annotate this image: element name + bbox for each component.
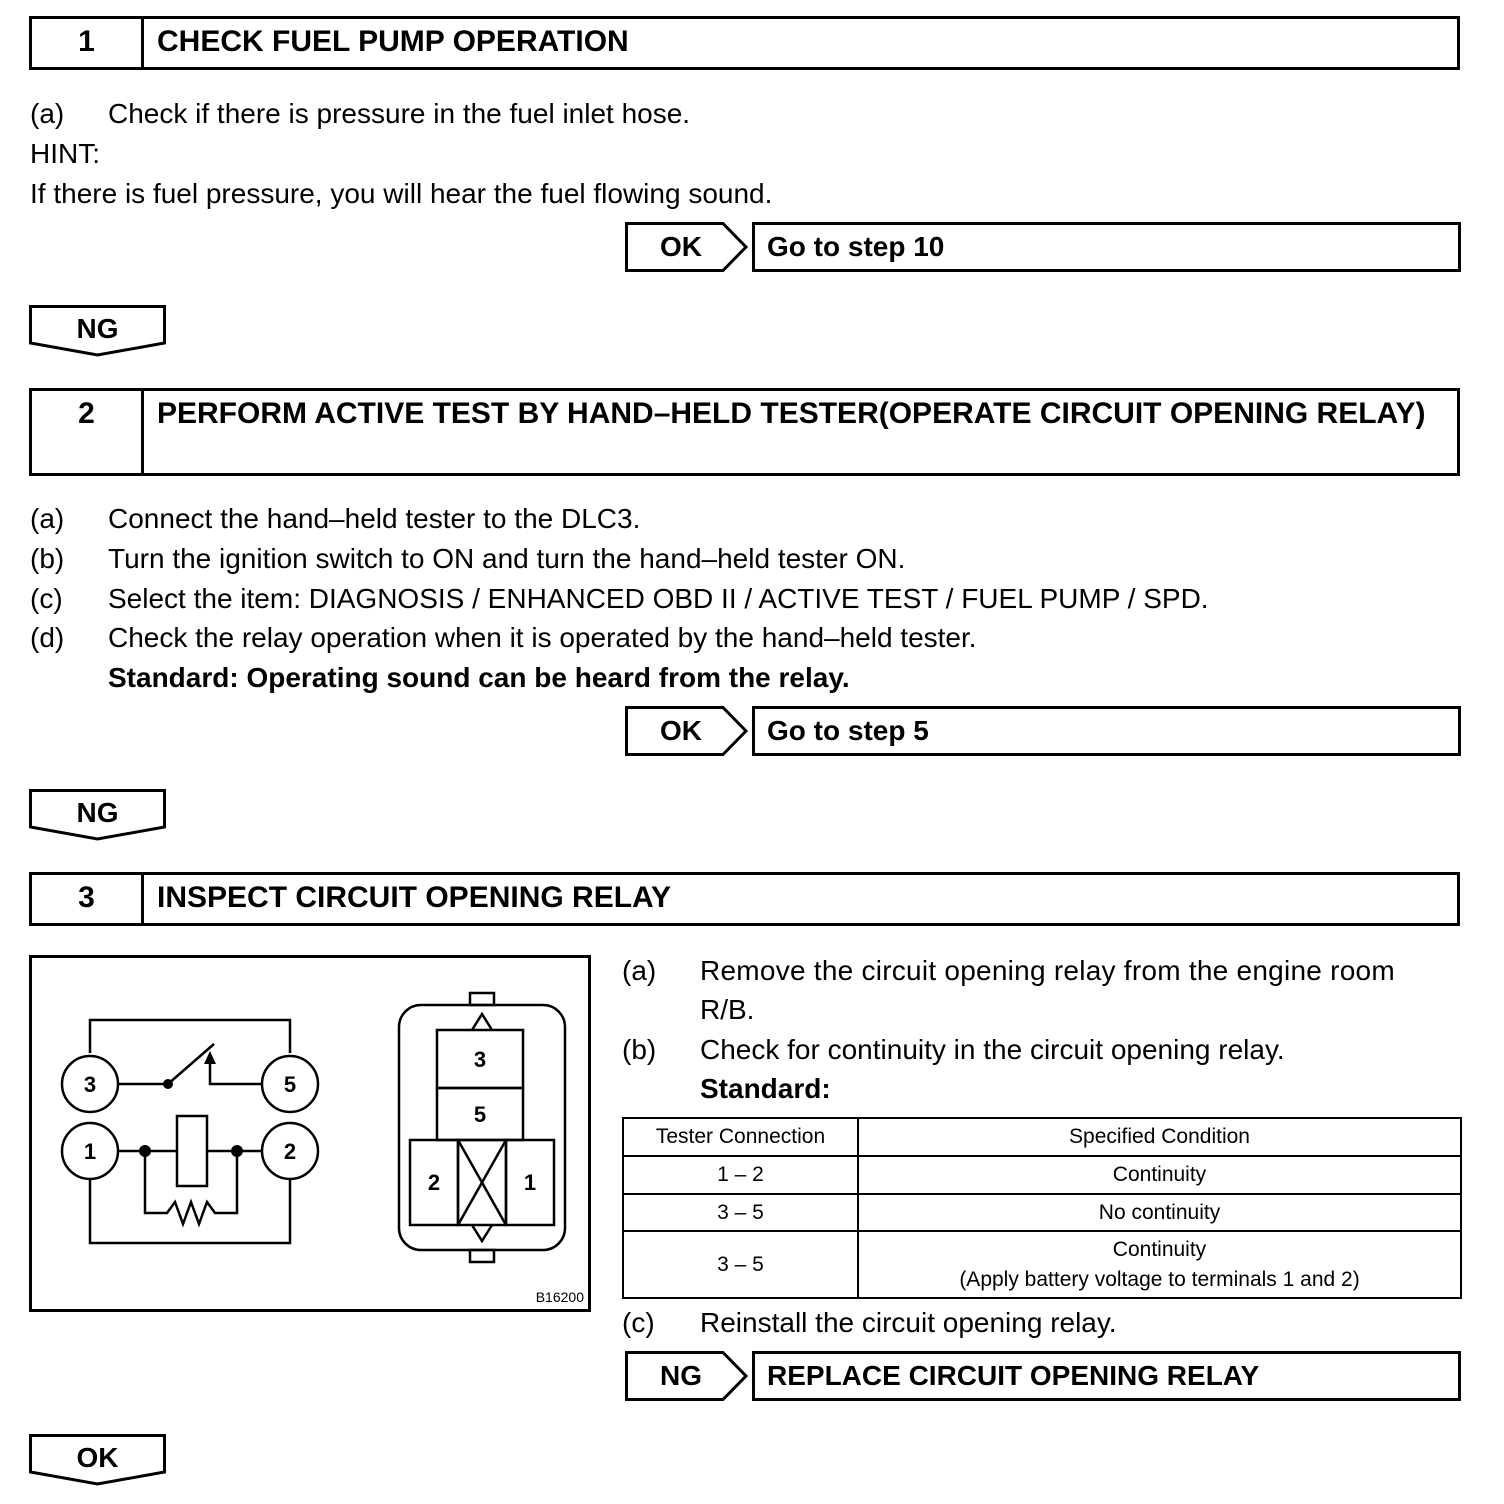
item-text: Connect the hand–held tester to the DLC3. bbox=[108, 503, 641, 534]
continuity-table bbox=[622, 1117, 1462, 1299]
figure-id: B16200 bbox=[535, 1289, 584, 1305]
step-title: INSPECT CIRCUIT OPENING RELAY bbox=[157, 881, 671, 914]
ng-destination: REPLACE CIRCUIT OPENING RELAY bbox=[752, 1351, 1461, 1401]
table-cell-condition: No continuity bbox=[858, 1194, 1461, 1231]
hint-label: HINT: bbox=[30, 138, 100, 169]
table-header-condition: Specified Condition bbox=[858, 1118, 1461, 1156]
relay-diagram bbox=[29, 955, 591, 1312]
step2-standard: Standard: Operating sound can be heard from the relay. bbox=[108, 662, 850, 693]
item-label: (a) bbox=[30, 503, 65, 534]
ok-label: OK bbox=[660, 715, 702, 746]
ok-label: OK bbox=[660, 231, 702, 262]
terminal-2-label: 2 bbox=[283, 1139, 297, 1164]
step1-ok-branch bbox=[625, 222, 1461, 272]
terminal-5-label: 5 bbox=[283, 1072, 297, 1097]
relay-schematic bbox=[32, 958, 588, 1309]
table-cell-condition: Continuity bbox=[1112, 1237, 1207, 1261]
table-row bbox=[623, 1231, 1461, 1298]
item-label: (c) bbox=[30, 583, 63, 614]
step3-ng-branch bbox=[625, 1351, 1461, 1401]
ok-destination: Go to step 5 bbox=[752, 706, 1461, 756]
item-label: (b) bbox=[30, 543, 65, 574]
table-cell-note: (Apply battery voltage to terminals 1 and 2) bbox=[959, 1267, 1360, 1291]
step3-item-c-text: Reinstall the circuit opening relay. bbox=[700, 1307, 1117, 1338]
ok-label: OK bbox=[76, 1442, 119, 1473]
step2-item-d bbox=[30, 618, 977, 658]
terminal-3-label: 3 bbox=[83, 1072, 97, 1097]
table-cell-condition-multiline bbox=[858, 1231, 1461, 1298]
item-text: Check if there is pressure in the fuel inlet hose. bbox=[108, 98, 691, 129]
step3-item-a-line2: R/B. bbox=[700, 994, 755, 1025]
step-title: CHECK FUEL PUMP OPERATION bbox=[157, 25, 629, 58]
step-number: 2 bbox=[32, 391, 144, 473]
step-number: 1 bbox=[32, 19, 144, 67]
table-row bbox=[623, 1194, 1461, 1231]
step2-item-b bbox=[30, 539, 905, 579]
ng-label: NG bbox=[76, 313, 119, 344]
item-label: (d) bbox=[30, 622, 65, 653]
ng-label: NG bbox=[660, 1360, 702, 1391]
relay-block-1: 1 bbox=[523, 1170, 537, 1195]
relay-block-2: 2 bbox=[427, 1170, 441, 1195]
table-cell-condition: Continuity bbox=[858, 1156, 1461, 1194]
step3-item-a-label: (a) bbox=[622, 955, 657, 986]
step3-standard-label: Standard: bbox=[700, 1073, 831, 1104]
step1-ng-tag bbox=[29, 305, 166, 357]
item-text: Check the relay operation when it is operated by the hand–held tester. bbox=[108, 622, 977, 653]
step3-item-b-label: (b) bbox=[622, 1034, 657, 1065]
item-text: Turn the ignition switch to ON and turn the hand–held tester ON. bbox=[108, 543, 906, 574]
table-cell-connection: 1 – 2 bbox=[623, 1156, 858, 1194]
step3-item-b-text: Check for continuity in the circuit opening relay. bbox=[700, 1034, 1285, 1065]
step3-ok-tag bbox=[29, 1434, 166, 1486]
step2-ok-branch bbox=[625, 706, 1461, 756]
step-number: 3 bbox=[32, 875, 144, 923]
step-title: PERFORM ACTIVE TEST BY HAND–HELD TESTER(OPERATE CIRCUIT OPENING RELAY) bbox=[157, 397, 1426, 430]
step2-ng-tag bbox=[29, 789, 166, 841]
hint-text: If there is fuel pressure, you will hear the fuel flowing sound. bbox=[30, 178, 773, 209]
table-cell-connection: 3 – 5 bbox=[623, 1231, 858, 1298]
step3-header bbox=[29, 872, 1460, 926]
step2-header bbox=[29, 388, 1460, 476]
item-label: (a) bbox=[30, 98, 65, 129]
terminal-1-label: 1 bbox=[83, 1139, 97, 1164]
item-text: Select the item: DIAGNOSIS / ENHANCED OBD II / ACTIVE TEST / FUEL PUMP / SPD. bbox=[108, 583, 1209, 614]
relay-block-3: 3 bbox=[473, 1047, 487, 1072]
ok-destination: Go to step 10 bbox=[752, 222, 1461, 272]
table-header-connection: Tester Connection bbox=[623, 1118, 858, 1156]
table-cell-connection: 3 – 5 bbox=[623, 1194, 858, 1231]
step2-item-c bbox=[30, 579, 1209, 619]
step1-header bbox=[29, 16, 1460, 70]
ng-label: NG bbox=[76, 797, 119, 828]
table-row bbox=[623, 1156, 1461, 1194]
step3-item-c-label: (c) bbox=[622, 1307, 655, 1338]
step1-item-a bbox=[30, 94, 690, 134]
relay-block-5: 5 bbox=[473, 1102, 487, 1127]
step3-item-a-line1: Remove the circuit opening relay from the engine room bbox=[700, 955, 1395, 986]
step2-item-a bbox=[30, 499, 640, 539]
